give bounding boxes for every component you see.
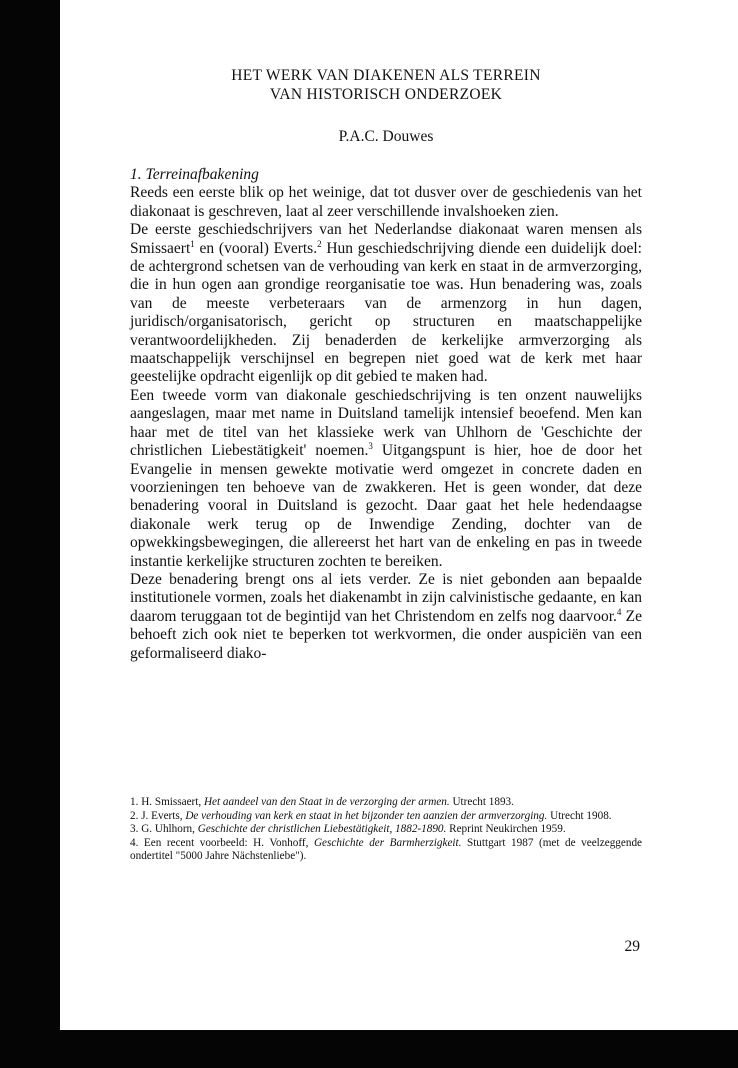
- footnote-4: [130, 837, 642, 864]
- footnote-2-title: De verhouding van kerk en staat in het bijzonder ten aanzien der armverzorging.: [185, 809, 548, 822]
- page-number: 29: [624, 938, 640, 955]
- footnote-2-prefix: 2. J. Everts,: [130, 809, 186, 822]
- footnote-2-suffix: Utrecht 1908.: [547, 809, 612, 822]
- footnote-ref-3: 3: [368, 441, 373, 452]
- footnote-1-prefix: 1. H. Smissaert,: [130, 796, 204, 808]
- paragraph-2-text-c: Hun geschiedschrijving diende een duidelijk doel: de achtergrond schetsen van de verhouding van kerk en staat in de armverzorging, die in hun ogen aan grondige reorganisatie toe was. Hun benadering was, zoals van de meeste verbeteraars van de armenzorg in hun dagen, juridisch/organisatorisch, gericht op structuren en maatschappelijke verantwoordelijkheden. Zij benaderden de kerkelijke armverzorging als maatschappelijk verschijnsel en begrepen niet goed wat de kerk met haar geestelijke opdracht eigenlijk op dit gebied te maken had.: [130, 239, 642, 386]
- paragraph-2-text-a: De eerste geschiedschrijvers van het Nederlandse diakonaat waren mensen als Smissaert: [130, 221, 642, 257]
- footnote-3-suffix: Reprint Neukirchen 1959.: [446, 823, 566, 836]
- paragraph-4-text-b: Ze behoeft zich ook niet te beperken tot werkvormen, die onder auspiciën van een geformaliseerd diako-: [130, 607, 642, 662]
- footnote-1-suffix: Utrecht 1893.: [449, 796, 514, 808]
- scan-left-border: [0, 0, 60, 1068]
- footnotes: [130, 796, 642, 864]
- paragraph-4-text-a: Deze benadering brengt ons al iets verder. Ze is niet gebonden aan bepaalde institutionele vormen, zoals het diakenambt in zijn calvinistische gedaante, en kan daarom teruggaan tot de begintijd van het Christendom en zelfs nog daarvoor.: [130, 570, 642, 625]
- footnote-ref-4: 4: [616, 606, 622, 617]
- author-name: P.A.C. Douwes: [338, 128, 434, 145]
- footnote-2: [130, 810, 642, 824]
- title-line-2: VAN HISTORISCH ONDERZOEK: [269, 86, 503, 103]
- footnote-1: [130, 796, 642, 810]
- paragraph-2: [130, 221, 642, 387]
- paragraph-2-text-b: en (vooral) Everts.: [194, 239, 318, 257]
- section-heading: 1. Terreinafbakening: [130, 166, 259, 183]
- article-body: [130, 166, 642, 663]
- paragraph-4: [130, 571, 642, 663]
- footnote-ref-2: 2: [317, 238, 322, 249]
- footnote-ref-1: 1: [190, 238, 195, 249]
- article-title: [130, 66, 642, 104]
- footnote-3-title: Geschichte der christlichen Liebestätigkeit, 1882-1890.: [197, 823, 447, 836]
- footnote-3-prefix: 3. G. Uhlhorn,: [130, 823, 198, 836]
- title-line-1: HET WERK VAN DIAKENEN ALS TERREIN: [231, 67, 541, 84]
- footnote-3: [130, 823, 642, 837]
- footnote-4-prefix: 4. Een recent voorbeeld: H. Vonhoff,: [130, 836, 314, 849]
- paragraph-1: Reeds een eerste blik op het weinige, dat tot dusver over de geschiedenis van het diakonaat is geschreven, laat al zeer verschillende invalshoeken zien.: [130, 184, 642, 220]
- footnote-4-suffix: Stuttgart 1987 (met de veelzeggende ondertitel "5000 Jahre Nächstenliebe").: [130, 836, 642, 863]
- scan-bottom-border: [0, 1030, 738, 1068]
- footnote-4-title: Geschichte der Barmherzigkeit.: [313, 836, 462, 849]
- footnote-1-title: Het aandeel van den Staat in de verzorging der armen.: [203, 796, 450, 808]
- paragraph-3-text-b: Uitgangspunt is hier, hoe de door het Evangelie in mensen gewekte motivatie werd omgezet in concrete daden en voorzieningen ten behoeve van de zwakkeren. Het is geen wonder, dat deze benadering vooral in Duitsland is gezocht. Daar gaat het hele hedendaagse diakonale werk terug op de Inwendige Zending, dochter van de opwekkingsbewegingen, die allereerst het hart van de enkeling en pas in tweede instantie kerkelijke structuren zochten te bereiken.: [130, 442, 642, 570]
- paragraph-3-text-a: Een tweede vorm van diakonale geschiedschrijving is ten onzent nauwelijks aangeslagen, maar met name in Duitsland tamelijk intensief beoefend. Men kan haar met de titel van het klassieke werk van Uhlhorn de 'Geschichte der christlichen Liebestätigkeit' noemen.: [130, 386, 642, 460]
- paragraph-3: [130, 387, 642, 571]
